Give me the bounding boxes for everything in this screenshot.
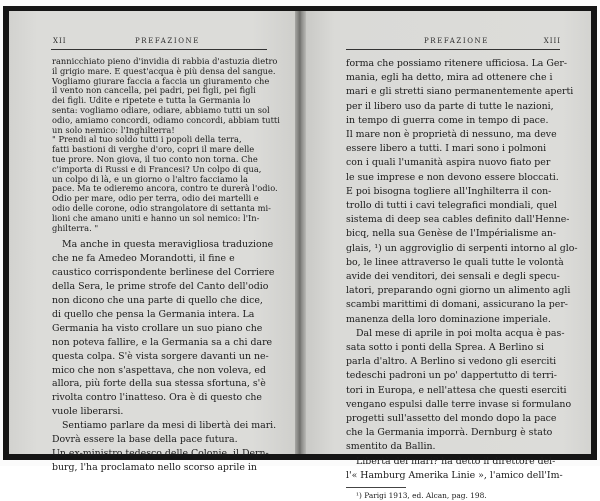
text-line: Germania ha visto crollare un suo piano che	[52, 322, 263, 334]
text-line: Dal mese di aprile in poi molta acqua è pas-	[356, 327, 565, 339]
left-running-title: PREFAZIONE	[135, 37, 200, 45]
left-page	[9, 11, 295, 473]
text-line: Un ex-ministro tedesco delle Colonie, il Dern-	[52, 447, 269, 459]
text-line: per il libero uso da parte di tutte le nazioni,	[346, 100, 554, 112]
text-line: avide dei venditori, dei sensali e degli specu-	[346, 271, 560, 283]
text-line: Odio per mare, odio per terra, odio dei martelli e	[52, 193, 259, 204]
text-line: in tempo di guerra come in tempo di pace.	[346, 114, 549, 126]
text-line: le sue imprese e non devono essere bloccati.	[346, 171, 559, 183]
right-body-text	[346, 57, 578, 483]
text-line: lioni che amano uniti e hanno un sol nemico: l'In-	[52, 212, 260, 223]
text-line: di quello che pensa la Germania intera. La	[52, 308, 255, 320]
text-line: con i quali l'umanità aspira nuovo fiato per	[346, 157, 551, 169]
footnote	[346, 487, 561, 501]
text-line: mania, egli ha detto, mira ad ottenere che i	[346, 72, 553, 84]
text-line: essere libero a tutti. I mari sono i polmoni	[346, 143, 547, 155]
text-line: mico che non s'aspettava, che non voleva, ed	[52, 364, 266, 376]
text-line: caustico corrispondente berlinese del Corriere	[52, 267, 275, 279]
text-line: allora, più forte della sua stessa sfortuna, s'è	[52, 378, 266, 390]
right-header-rule	[346, 49, 560, 50]
text-line: trollo di tutti i cavi telegrafici mondiali, quel	[346, 200, 558, 212]
text-line: latori, preparando ogni giorno un alimento agli	[346, 285, 571, 297]
right-page	[306, 11, 591, 501]
left-header-rule	[51, 49, 267, 50]
text-line: progetti sull'assetto del mondo dopo la pace	[346, 413, 557, 425]
text-line: Sentiamo parlare da mesi di libertà dei mari.	[62, 420, 277, 432]
text-line: che ne fa Amedeo Morandotti, il fine e	[52, 253, 235, 265]
text-line: burg, l'ha proclamato nello scorso aprile in	[52, 461, 257, 473]
text-line: il vento non cancella, pei padri, pei figli, pei figli	[52, 85, 256, 96]
text-line: scambi marittimi di domani, assicurano la per-	[346, 299, 568, 311]
text-line: ghilterra. "	[52, 222, 99, 233]
text-line: che la Germania imporrà. Dernburg è stato	[346, 427, 553, 439]
text-line: Il mare non è proprietà di nessuno, ma deve	[346, 129, 557, 141]
text-line: tedeschi padroni un po' dappertutto di terri-	[346, 370, 557, 382]
text-line: vuole liberarsi.	[52, 406, 124, 418]
text-line: manenza della loro dominazione imperiale.	[346, 313, 551, 325]
text-line: senta: vogliamo odiare, odiare, abbiamo tutti un sol	[52, 104, 270, 115]
footnote-text: ¹) Parigi 1913, ed. Alcan, pag. 198.	[356, 491, 487, 501]
text-line: Libertà dei mari? ha detto il direttore del-	[356, 455, 556, 467]
text-line: Vogliamo giurare faccia a faccia un giuramento che	[52, 75, 270, 86]
text-line: della Sera, le prime strofe del Canto dell'odio	[52, 281, 269, 293]
text-line: bicq, nella sua Genèse de l'Impérialisme an-	[346, 228, 557, 240]
book-gutter	[295, 11, 306, 454]
left-page-text	[52, 56, 280, 475]
text-line: un solo nemico: l'Inghilterra!	[52, 124, 175, 135]
text-line: vengano espulsi dalle terre invase si formulano	[346, 398, 572, 410]
text-line: c'importa di Russi e di Francesi? Un colpo di qua,	[52, 163, 262, 174]
text-line: il grigio mare. E quest'acqua è più densa del sangue.	[52, 65, 276, 76]
text-line: forma che possiamo ritenere ufficiosa. La Ger-	[346, 58, 568, 69]
footnote-rule	[346, 487, 406, 488]
text-line: tue prore. Non giova, il tuo conto non torna. Che	[52, 153, 258, 164]
left-body-text	[52, 238, 277, 474]
text-line: fatti bastioni di verghe d'oro, copri il mare delle	[52, 144, 255, 155]
text-line: non dicono che una parte di quello che dice,	[52, 294, 263, 306]
right-running-title: PREFAZIONE	[424, 37, 489, 45]
scan-border-right	[591, 6, 597, 460]
left-page-number: XII	[53, 37, 67, 45]
text-line: tori in Europa, e nell'attesa che questi eserciti	[346, 384, 567, 396]
text-line: questa colpa. S'è vista sorgere davanti un ne-	[52, 350, 269, 362]
text-line: pace. Ma te odieremo ancora, contro te durerà l'odio.	[52, 183, 278, 194]
text-line: E poi bisogna togliere all'Inghilterra il con-	[346, 185, 552, 197]
text-line: dei figli. Udite e ripetete e tutta la Germania lo	[52, 95, 251, 106]
text-line: l'« Hamburg Amerika Linie », l'amico dell'Im-	[346, 469, 563, 481]
text-line: " Prendi al tuo soldo tutti i popoli della terra,	[52, 134, 242, 145]
text-line: glais, ¹) un aggroviglio di serpenti intorno al glo-	[346, 242, 578, 254]
text-line: un colpo di là, e un giorno o l'altro facciamo la	[52, 173, 248, 184]
text-line: rannicchiato pieno d'invidia di rabbia d'astuzia dietro	[52, 56, 278, 66]
text-line: odio, amiamo concordi, odiamo concordi, abbiam tutti	[52, 114, 280, 125]
right-page-text	[346, 57, 578, 501]
text-line: odio delle corone, odio strangolatore di settanta mi-	[52, 202, 271, 213]
text-line: sistema di deep sea cables definito dall'Henne-	[346, 214, 570, 226]
text-line: rivolta contro l'inatteso. Ora è di questo che	[52, 392, 262, 404]
poem-quotation	[52, 56, 280, 233]
text-line: Dovrà essere la base della pace futura.	[52, 434, 238, 446]
right-page-number: XIII	[543, 37, 561, 45]
text-line: mari e gli stretti siano permanentemente aperti	[346, 86, 574, 98]
text-line: sata sotto i ponti della Sprea. A Berlino si	[346, 342, 545, 354]
text-line: smentito da Ballin.	[346, 441, 436, 453]
text-line: bo, le linee attraverso le quali tutte le volontà	[346, 256, 564, 268]
text-line: non poteva fallire, e la Germania sa a chi dare	[52, 336, 273, 348]
text-line: Ma anche in questa meravigliosa traduzione	[62, 239, 274, 251]
text-line: parla d'altro. A Berlino si vedono gli eserciti	[346, 356, 557, 368]
